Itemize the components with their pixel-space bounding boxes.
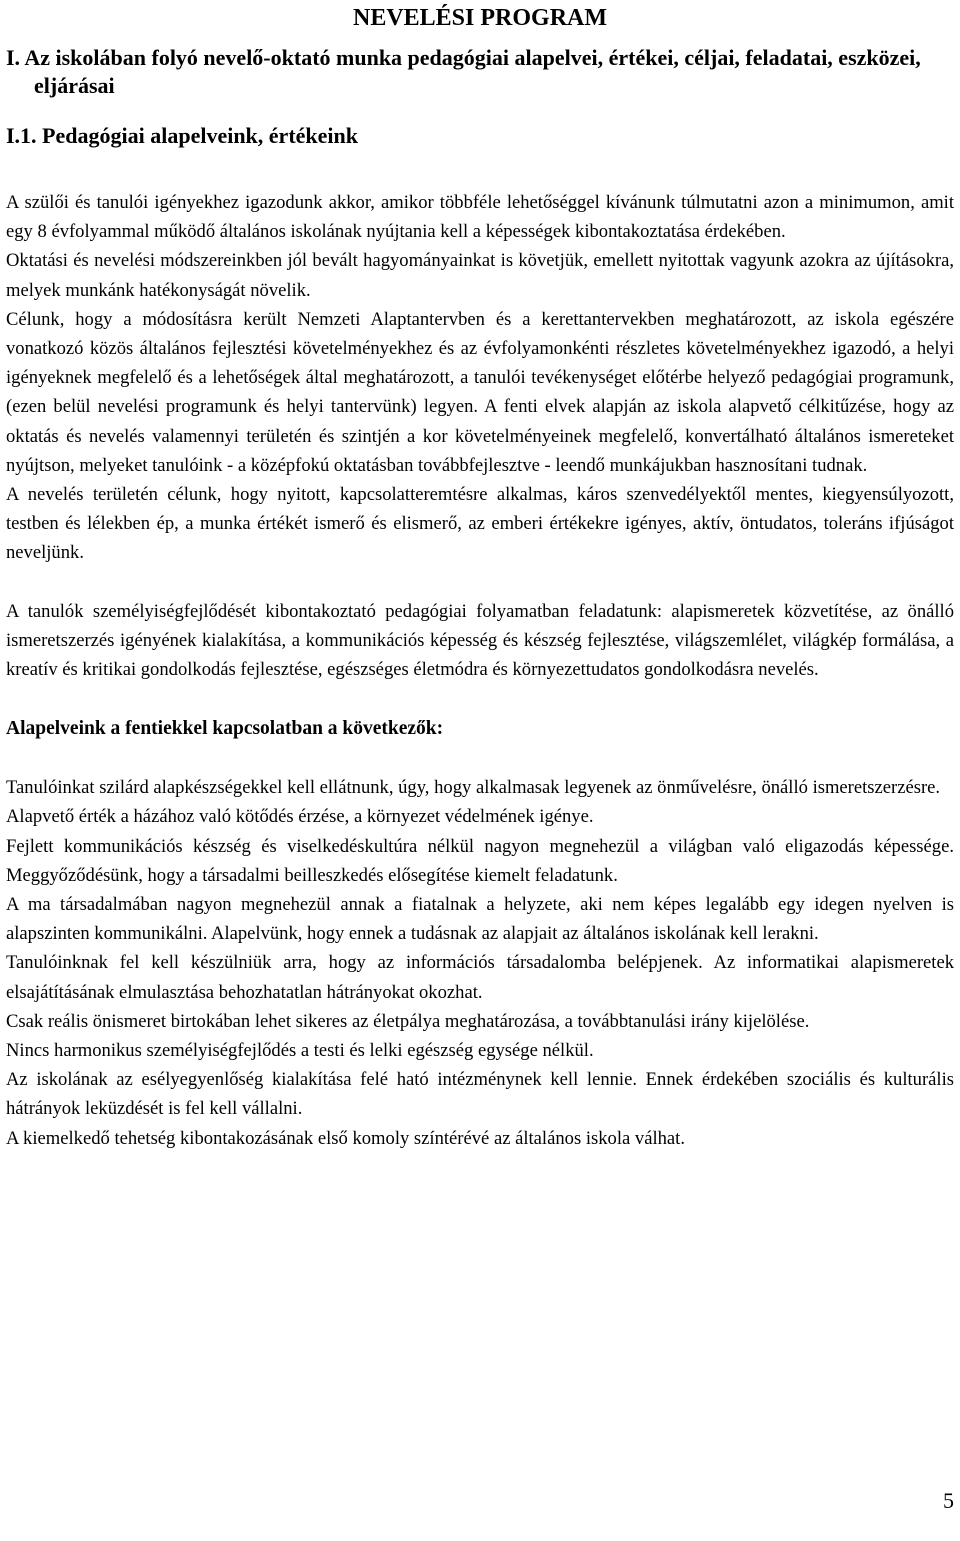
intro-section [6,188,954,568]
principles-list [6,773,954,1153]
principle-item: Tanulóinknak fel kell készülniük arra, hogy az információs társadalomba belépjenek. Az informatikai alapismeretek elsajátításának elmulasztása behozhatatlan hátrányokat okozhat. [6,952,954,1003]
principle-item: Tanulóinkat szilárd alapkészségekkel kell ellátnunk, úgy, hogy alkalmasak legyenek az önművelésre, önálló ismeretszerzésre. [6,777,941,799]
principle-item: A kiemelkedő tehetség kibontakozásának első komoly színtérévé az általános iskola válhat. [6,1127,685,1149]
page-number: 5 [943,1488,954,1513]
paragraph: A szülői és tanulói igényekhez igazodunk akkor, amikor többféle lehetőséggel kívánunk túlmutatni azon a minimumon, amit egy 8 évfolyammal működő általános iskolának nyújtania kell a képességek kibontakoztatása érdekében. [6,192,954,243]
section-heading: I. Az iskolában folyó nevelő-oktató munka pedagógiai alapelvei, értékei, céljai, feladatai, eszközei, eljárásai [6,45,921,98]
principles-heading: Alapelveink a fentiekkel kapcsolatban a következők: [6,718,444,740]
paragraph: A nevelés területén célunk, hogy nyitott, kapcsolatteremtésre alkalmas, káros szenvedélyektől mentes, kiegyensúlyozott, testben és lélekben ép, a munka értékét ismerő és elismerő, az emberi értékekre igényes, aktív, öntudatos, toleráns ifjúságot neveljünk. [6,484,954,564]
principle-item: Alapvető érték a házához való kötődés érzése, a környezet védelmének igénye. [6,806,594,828]
subsection-heading: I.1. Pedagógiai alapelveink, értékeink [6,123,358,148]
principle-item: A ma társadalmában nagyon megnehezül annak a fiatalnak a helyzete, aki nem képes legalább egy idegen nyelven is alapszinten kommunikálni. Alapelvünk, hogy ennek a tudásnak az alapjait az általános iskolának kell lerakni. [6,894,954,945]
paragraph: Célunk, hogy a módosításra került Nemzeti Alaptantervben és a kerettantervekben meghatározott, az iskola egészére vonatkozó közös általános fejlesztési követelményekhez és az évfolyamonkénti részletes követelményekhez igazodó, a helyi igényeknek megfelelő és a lehetőségek által meghatározott, a tanulói tevékenységet előtérbe helyező pedagógiai programunk, (ezen belül nevelési programunk és helyi tantervünk) legyen. A fenti elvek alapján az iskola alapvető célkitűzése, hogy az oktatás és nevelés valamennyi területén és szintjén a kor követelményeinek megfelelő, konvertálható általános ismereteket nyújtson, melyeket tanulóink - a középfokú oktatásban továbbfejlesztve - leendő munkájukban hasznosítani tudnak. [6,308,954,476]
paragraph: A tanulók személyiségfejlődését kibontakoztató pedagógiai folyamatban feladatunk: alapismeretek közvetítése, az önálló ismeretszerzés igényének kialakítása, a kommunikációs képesség és készség fejlesztése, világszemlélet, világkép formálása, a kreatív és kritikai gondolkodás fejlesztése, egészséges életmódra és környezettudatos gondolkodásra nevelés. [6,600,954,681]
principle-item: Csak reális önismeret birtokában lehet sikeres az életpálya meghatározása, a továbbtanulási irány kijelölése. [6,1010,810,1032]
document-page [6,0,954,1153]
principle-item: Az iskolának az esélyegyenlőség kialakítása felé ható intézménynek kell lennie. Ennek érdekében szociális és kulturális hátrányok leküzdését is fel kell vállalni. [6,1069,954,1120]
principle-item: Nincs harmonikus személyiségfejlődés a testi és lelki egészség egysége nélkül. [6,1040,594,1062]
paragraph: Oktatási és nevelési módszereinkben jól bevált hagyományainkat is követjük, emellett nyitottak vagyunk azokra az újításokra, melyek munkánk hatékonyságát növelik. [6,250,954,301]
document-title: NEVELÉSI PROGRAM [352,5,608,31]
development-section [6,597,954,685]
principle-item: Fejlett kommunikációs készség és viselkedéskultúra nélkül nagyon megnehezül a világban való eligazodás képessége. Meggyőződésünk, hogy a társadalmi beilleszkedés elősegítése kiemelt feladatunk. [6,835,954,886]
